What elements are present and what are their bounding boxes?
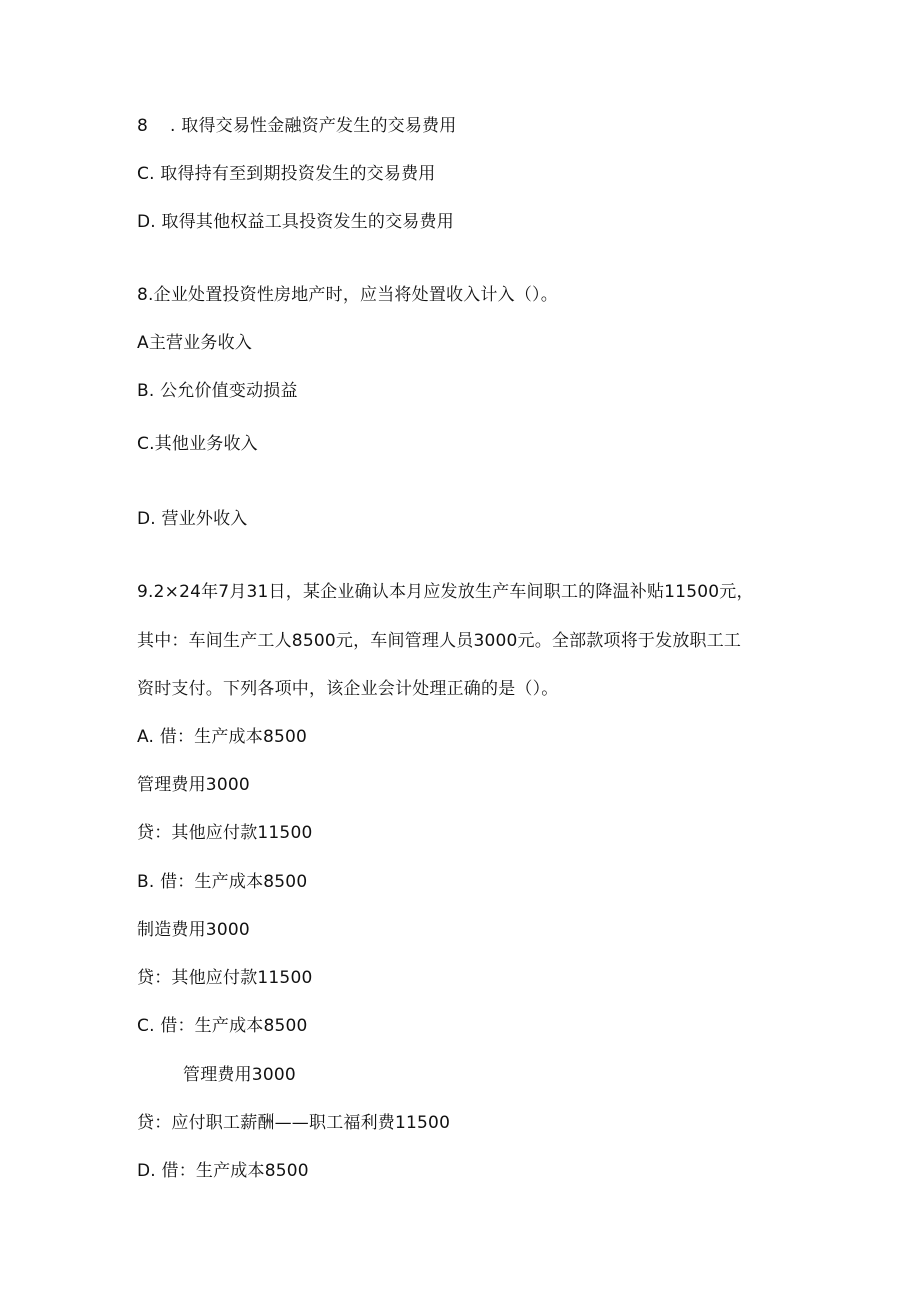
- q8-stem: 8.企业处置投资性房地产时，应当将处置收入计入（）。: [137, 285, 558, 305]
- q9-option-b-line3: 贷：其他应付款11500: [137, 968, 313, 988]
- q8-option-d: D. 营业外收入: [137, 509, 248, 529]
- q9-option-a-line3: 贷：其他应付款11500: [137, 823, 313, 843]
- q9-option-d-line1: D. 借：生产成本8500: [137, 1161, 309, 1181]
- q9-option-b-line2: 制造费用3000: [137, 920, 250, 940]
- q7-option-d: D. 取得其他权益工具投资发生的交易费用: [137, 212, 454, 232]
- q7-option-b-text: . 取得交易性金融资产发生的交易费用: [170, 116, 457, 136]
- q7-option-b: [137, 115, 456, 137]
- q8-option-c: C.其他业务收入: [137, 434, 258, 454]
- q9-option-b-line1: B. 借：生产成本8500: [137, 872, 308, 892]
- q9-stem-line3: 资时支付。下列各项中，该企业会计处理正确的是（）。: [137, 679, 559, 699]
- q8-option-a: A主营业务收入: [137, 333, 253, 353]
- q8-option-b: B. 公允价值变动损益: [137, 381, 298, 401]
- q9-option-c-line2: 管理费用3000: [183, 1065, 296, 1085]
- q9-stem-line2: 其中：车间生产工人8500元，车间管理人员3000元。全部款项将于发放职工工: [137, 631, 742, 651]
- q7-option-b-number: 8: [137, 116, 149, 136]
- q9-option-a-line2: 管理费用3000: [137, 775, 250, 795]
- q9-stem-line1: 9.2×24年7月31日，某企业确认本月应发放生产车间职工的降温补贴11500元，: [137, 582, 754, 602]
- q9-option-c-line1: C. 借：生产成本8500: [137, 1016, 308, 1036]
- q9-option-c-line3: 贷：应付职工薪酬——职工福利费11500: [137, 1113, 451, 1133]
- q7-option-c: C. 取得持有至到期投资发生的交易费用: [137, 164, 436, 184]
- q9-option-a-line1: A. 借：生产成本8500: [137, 727, 308, 747]
